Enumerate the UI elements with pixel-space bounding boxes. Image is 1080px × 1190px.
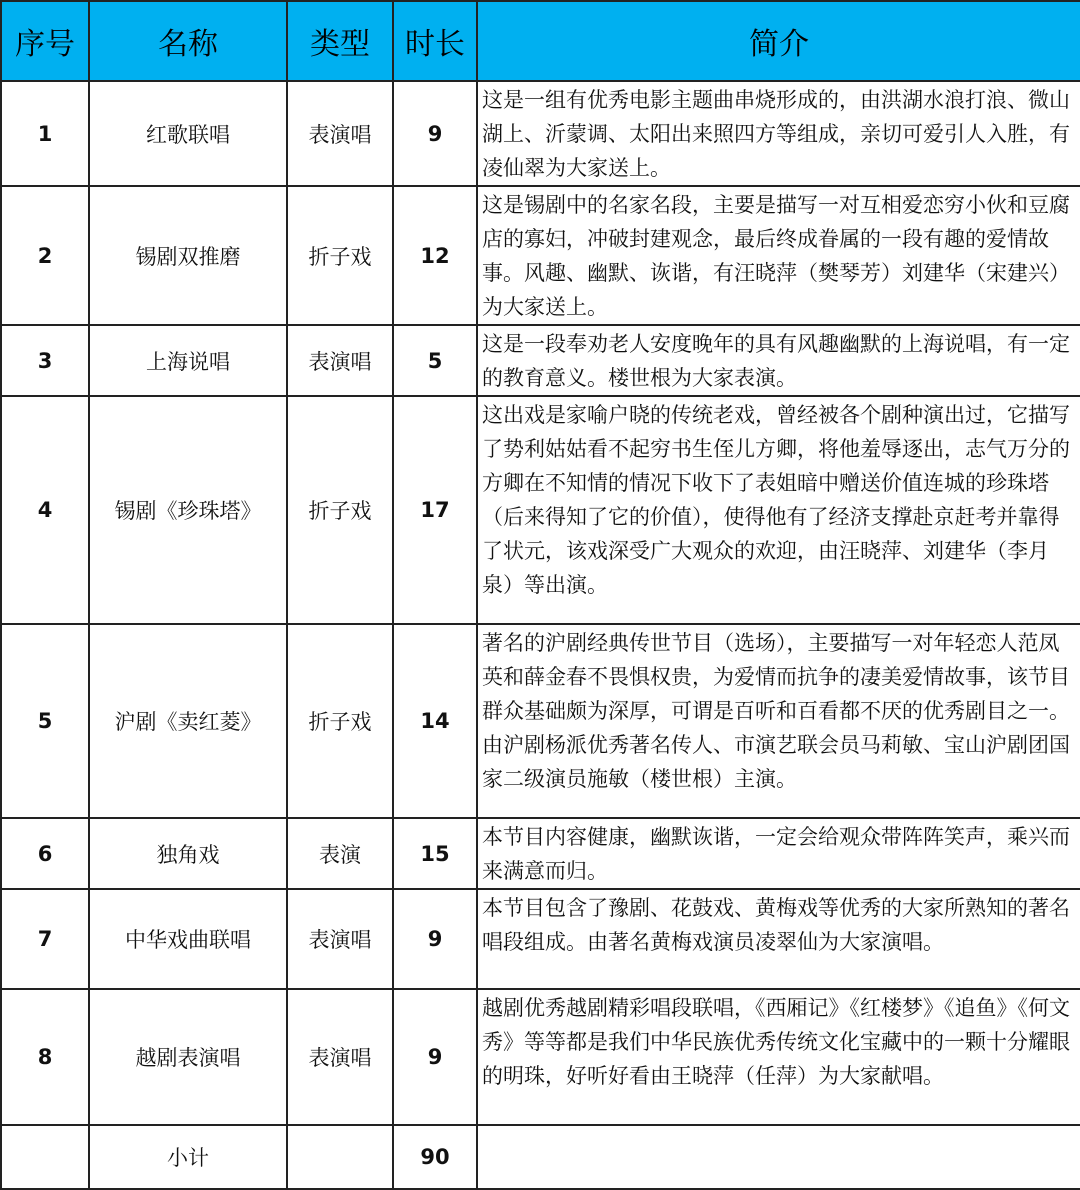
table-row: [1, 889, 1080, 989]
row-type: 折子戏: [287, 186, 393, 325]
row-desc: 这出戏是家喻户晓的传统老戏，曾经被各个剧种演出过，它描写了势利姑姑看不起穷书生侄儿方卿，将他羞辱逐出，志气万分的方卿在不知情的情况下收下了表姐暗中赠送价值连城的珍珠塔（后来得知了它的价值），使得他有了经济支撑赴京赶考并靠得了状元，该戏深受广大观众的欢迎，由汪晓萍、刘建华（李月泉）等出演。: [477, 396, 1080, 624]
row-desc: 这是锡剧中的名家名段，主要是描写一对互相爱恋穷小伙和豆腐店的寡妇，冲破封建观念，最后终成眷属的一段有趣的爱情故事。风趣、幽默、诙谐，有汪晓萍（樊琴芳）刘建华（宋建兴）为大家送上。: [477, 186, 1080, 325]
subtotal-type: [287, 1125, 393, 1189]
row-no: 2: [1, 186, 89, 325]
row-name: 锡剧《珍珠塔》: [89, 396, 287, 624]
row-no: 3: [1, 325, 89, 396]
row-name: 越剧表演唱: [89, 989, 287, 1125]
table-row: [1, 624, 1080, 818]
table-row: [1, 81, 1080, 186]
header-name: 名称: [89, 1, 287, 81]
row-duration: 14: [393, 624, 477, 818]
table-row: [1, 325, 1080, 396]
header-duration: 时长: [393, 1, 477, 81]
row-name: 沪剧《卖红菱》: [89, 624, 287, 818]
row-no: 4: [1, 396, 89, 624]
row-name: 锡剧双推磨: [89, 186, 287, 325]
row-duration: 9: [393, 989, 477, 1125]
row-no: 6: [1, 818, 89, 889]
row-type: 折子戏: [287, 396, 393, 624]
row-desc: 越剧优秀越剧精彩唱段联唱，《西厢记》《红楼梦》《追鱼》《何文秀》等等都是我们中华民族优秀传统文化宝藏中的一颗十分耀眼的明珠，好听好看由王晓萍（任萍）为大家献唱。: [477, 989, 1080, 1125]
table-row: [1, 186, 1080, 325]
row-duration: 17: [393, 396, 477, 624]
row-name: 红歌联唱: [89, 81, 287, 186]
subtotal-label: 小计: [89, 1125, 287, 1189]
row-duration: 12: [393, 186, 477, 325]
row-no: 1: [1, 81, 89, 186]
subtotal-row: [1, 1125, 1080, 1189]
row-type: 表演唱: [287, 989, 393, 1125]
row-duration: 15: [393, 818, 477, 889]
row-desc: 这是一组有优秀电影主题曲串烧形成的，由洪湖水浪打浪、微山湖上、沂蒙调、太阳出来照四方等组成，亲切可爱引人入胜，有凌仙翠为大家送上。: [477, 81, 1080, 186]
row-desc: 本节目包含了豫剧、花鼓戏、黄梅戏等优秀的大家所熟知的著名唱段组成。由著名黄梅戏演员凌翠仙为大家演唱。: [477, 889, 1080, 989]
header-type: 类型: [287, 1, 393, 81]
subtotal-no: [1, 1125, 89, 1189]
header-desc: 简介: [477, 1, 1080, 81]
row-type: 表演: [287, 818, 393, 889]
row-type: 折子戏: [287, 624, 393, 818]
row-desc: 本节目内容健康，幽默诙谐，一定会给观众带阵阵笑声，乘兴而来满意而归。: [477, 818, 1080, 889]
table-row: [1, 989, 1080, 1125]
row-name: 上海说唱: [89, 325, 287, 396]
row-type: 表演唱: [287, 889, 393, 989]
row-duration: 9: [393, 889, 477, 989]
row-name: 独角戏: [89, 818, 287, 889]
row-no: 5: [1, 624, 89, 818]
row-name: 中华戏曲联唱: [89, 889, 287, 989]
table-row: [1, 818, 1080, 889]
row-no: 8: [1, 989, 89, 1125]
table-row: [1, 396, 1080, 624]
subtotal-desc: [477, 1125, 1080, 1189]
row-desc: 这是一段奉劝老人安度晚年的具有风趣幽默的上海说唱，有一定的教育意义。楼世根为大家表演。: [477, 325, 1080, 396]
row-duration: 5: [393, 325, 477, 396]
row-no: 7: [1, 889, 89, 989]
header-row: [1, 1, 1080, 81]
row-type: 表演唱: [287, 325, 393, 396]
row-type: 表演唱: [287, 81, 393, 186]
row-desc: 著名的沪剧经典传世节目（选场），主要描写一对年轻恋人范凤英和薛金春不畏惧权贵，为爱情而抗争的凄美爱情故事，该节目群众基础颇为深厚，可谓是百听和百看都不厌的优秀剧目之一。由沪剧杨派优秀著名传人、市演艺联会员马莉敏、宝山沪剧团国家二级演员施敏（楼世根）主演。: [477, 624, 1080, 818]
subtotal-duration: 90: [393, 1125, 477, 1189]
header-no: 序号: [1, 1, 89, 81]
row-duration: 9: [393, 81, 477, 186]
